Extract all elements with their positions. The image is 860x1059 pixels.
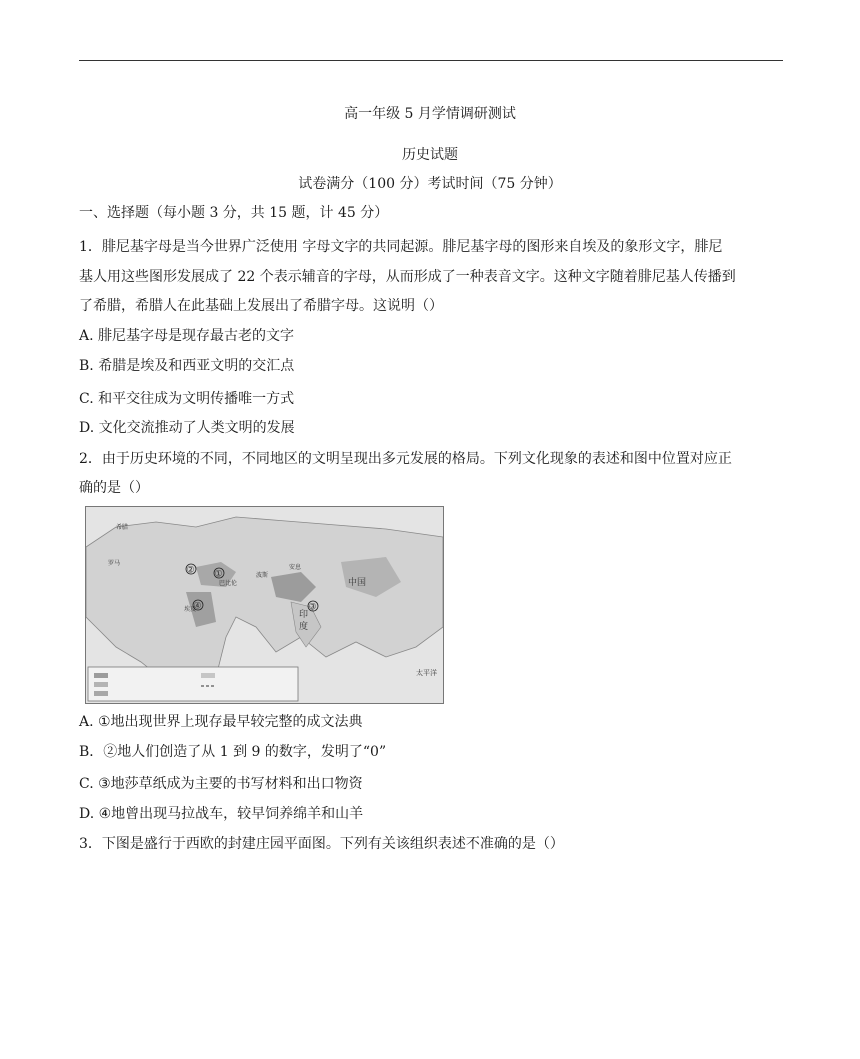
question-2-line-1: 2．由于历史环境的不同，不同地区的文明呈现出多元发展的格局。下列文化现象的表述和图中位置对应正 bbox=[79, 451, 732, 467]
question-2-option-b: B．②地人们创造了从 1 到 9 的数字，发明了“0” bbox=[79, 744, 387, 760]
section-heading: 一、选择题（每小题 3 分，共 15 题，计 45 分） bbox=[79, 205, 389, 221]
question-2-option-a: A. ①地出现世界上现存最早较完整的成文法典 bbox=[79, 714, 363, 730]
map-label-greece: 希腊 bbox=[116, 524, 129, 531]
ancient-civilizations-map bbox=[85, 506, 444, 704]
exam-title: 高一年级 5 月学情调研测试 bbox=[344, 106, 516, 122]
map-label-pacific: 太平洋 bbox=[416, 669, 437, 677]
map-marker-3 bbox=[308, 601, 318, 613]
map-label-rome: 罗马 bbox=[108, 560, 121, 567]
map-marker-4 bbox=[193, 600, 203, 612]
question-1-line-3: 了希腊，希腊人在此基础上发展出了希腊字母。这说明（） bbox=[79, 298, 443, 314]
subject-title: 历史试题 bbox=[402, 147, 458, 163]
question-1-line-2: 基人用这些图形发展成了 22 个表示辅音的字母，从而形成了一种表音文字。这种文字随着腓尼基人传播到 bbox=[79, 269, 736, 285]
svg-text:③: ③ bbox=[308, 602, 317, 613]
map-label-india-1: 印 bbox=[299, 610, 309, 620]
question-1-line-1: 1．腓尼基字母是当今世界广泛使用 字母文字的共同起源。腓尼基字母的图形来自埃及的象形文字，腓尼 bbox=[79, 239, 723, 255]
question-2-option-d: D. ④地曾出现马拉战车，较早饲养绵羊和山羊 bbox=[79, 806, 364, 822]
question-2-line-2: 确的是（） bbox=[79, 480, 149, 496]
question-1-option-c: C. 和平交往成为文明传播唯一方式 bbox=[79, 391, 295, 407]
question-1-option-d: D. 文化交流推动了人类文明的发展 bbox=[79, 420, 295, 436]
map-label-china: 中国 bbox=[348, 578, 367, 588]
score-time-info: 试卷满分（100 分）考试时间（75 分钟） bbox=[298, 176, 562, 192]
question-1-option-a: A. 腓尼基字母是现存最古老的文字 bbox=[79, 328, 295, 344]
map-marker-2 bbox=[186, 564, 196, 576]
map-marker-1 bbox=[214, 568, 224, 580]
top-rule bbox=[79, 60, 783, 61]
svg-text:②: ② bbox=[186, 565, 195, 576]
svg-text:①: ① bbox=[214, 569, 223, 580]
question-1-option-b: B. 希腊是埃及和西亚文明的交汇点 bbox=[79, 358, 295, 374]
svg-text:④: ④ bbox=[193, 601, 202, 612]
map-label-egypt: 埃及 bbox=[184, 606, 197, 613]
map-label-persia: 波斯 bbox=[256, 572, 269, 579]
map-label-babylon: 巴比伦 bbox=[219, 580, 238, 587]
question-2-option-c: C. ③地莎草纸成为主要的书写材料和出口物资 bbox=[79, 776, 363, 792]
question-3-line-1: 3．下图是盛行于西欧的封建庄园平面图。下列有关该组织表述不准确的是（） bbox=[79, 836, 564, 852]
map-label-anxi: 安息 bbox=[289, 564, 302, 571]
map-label-india-2: 度 bbox=[299, 622, 309, 632]
